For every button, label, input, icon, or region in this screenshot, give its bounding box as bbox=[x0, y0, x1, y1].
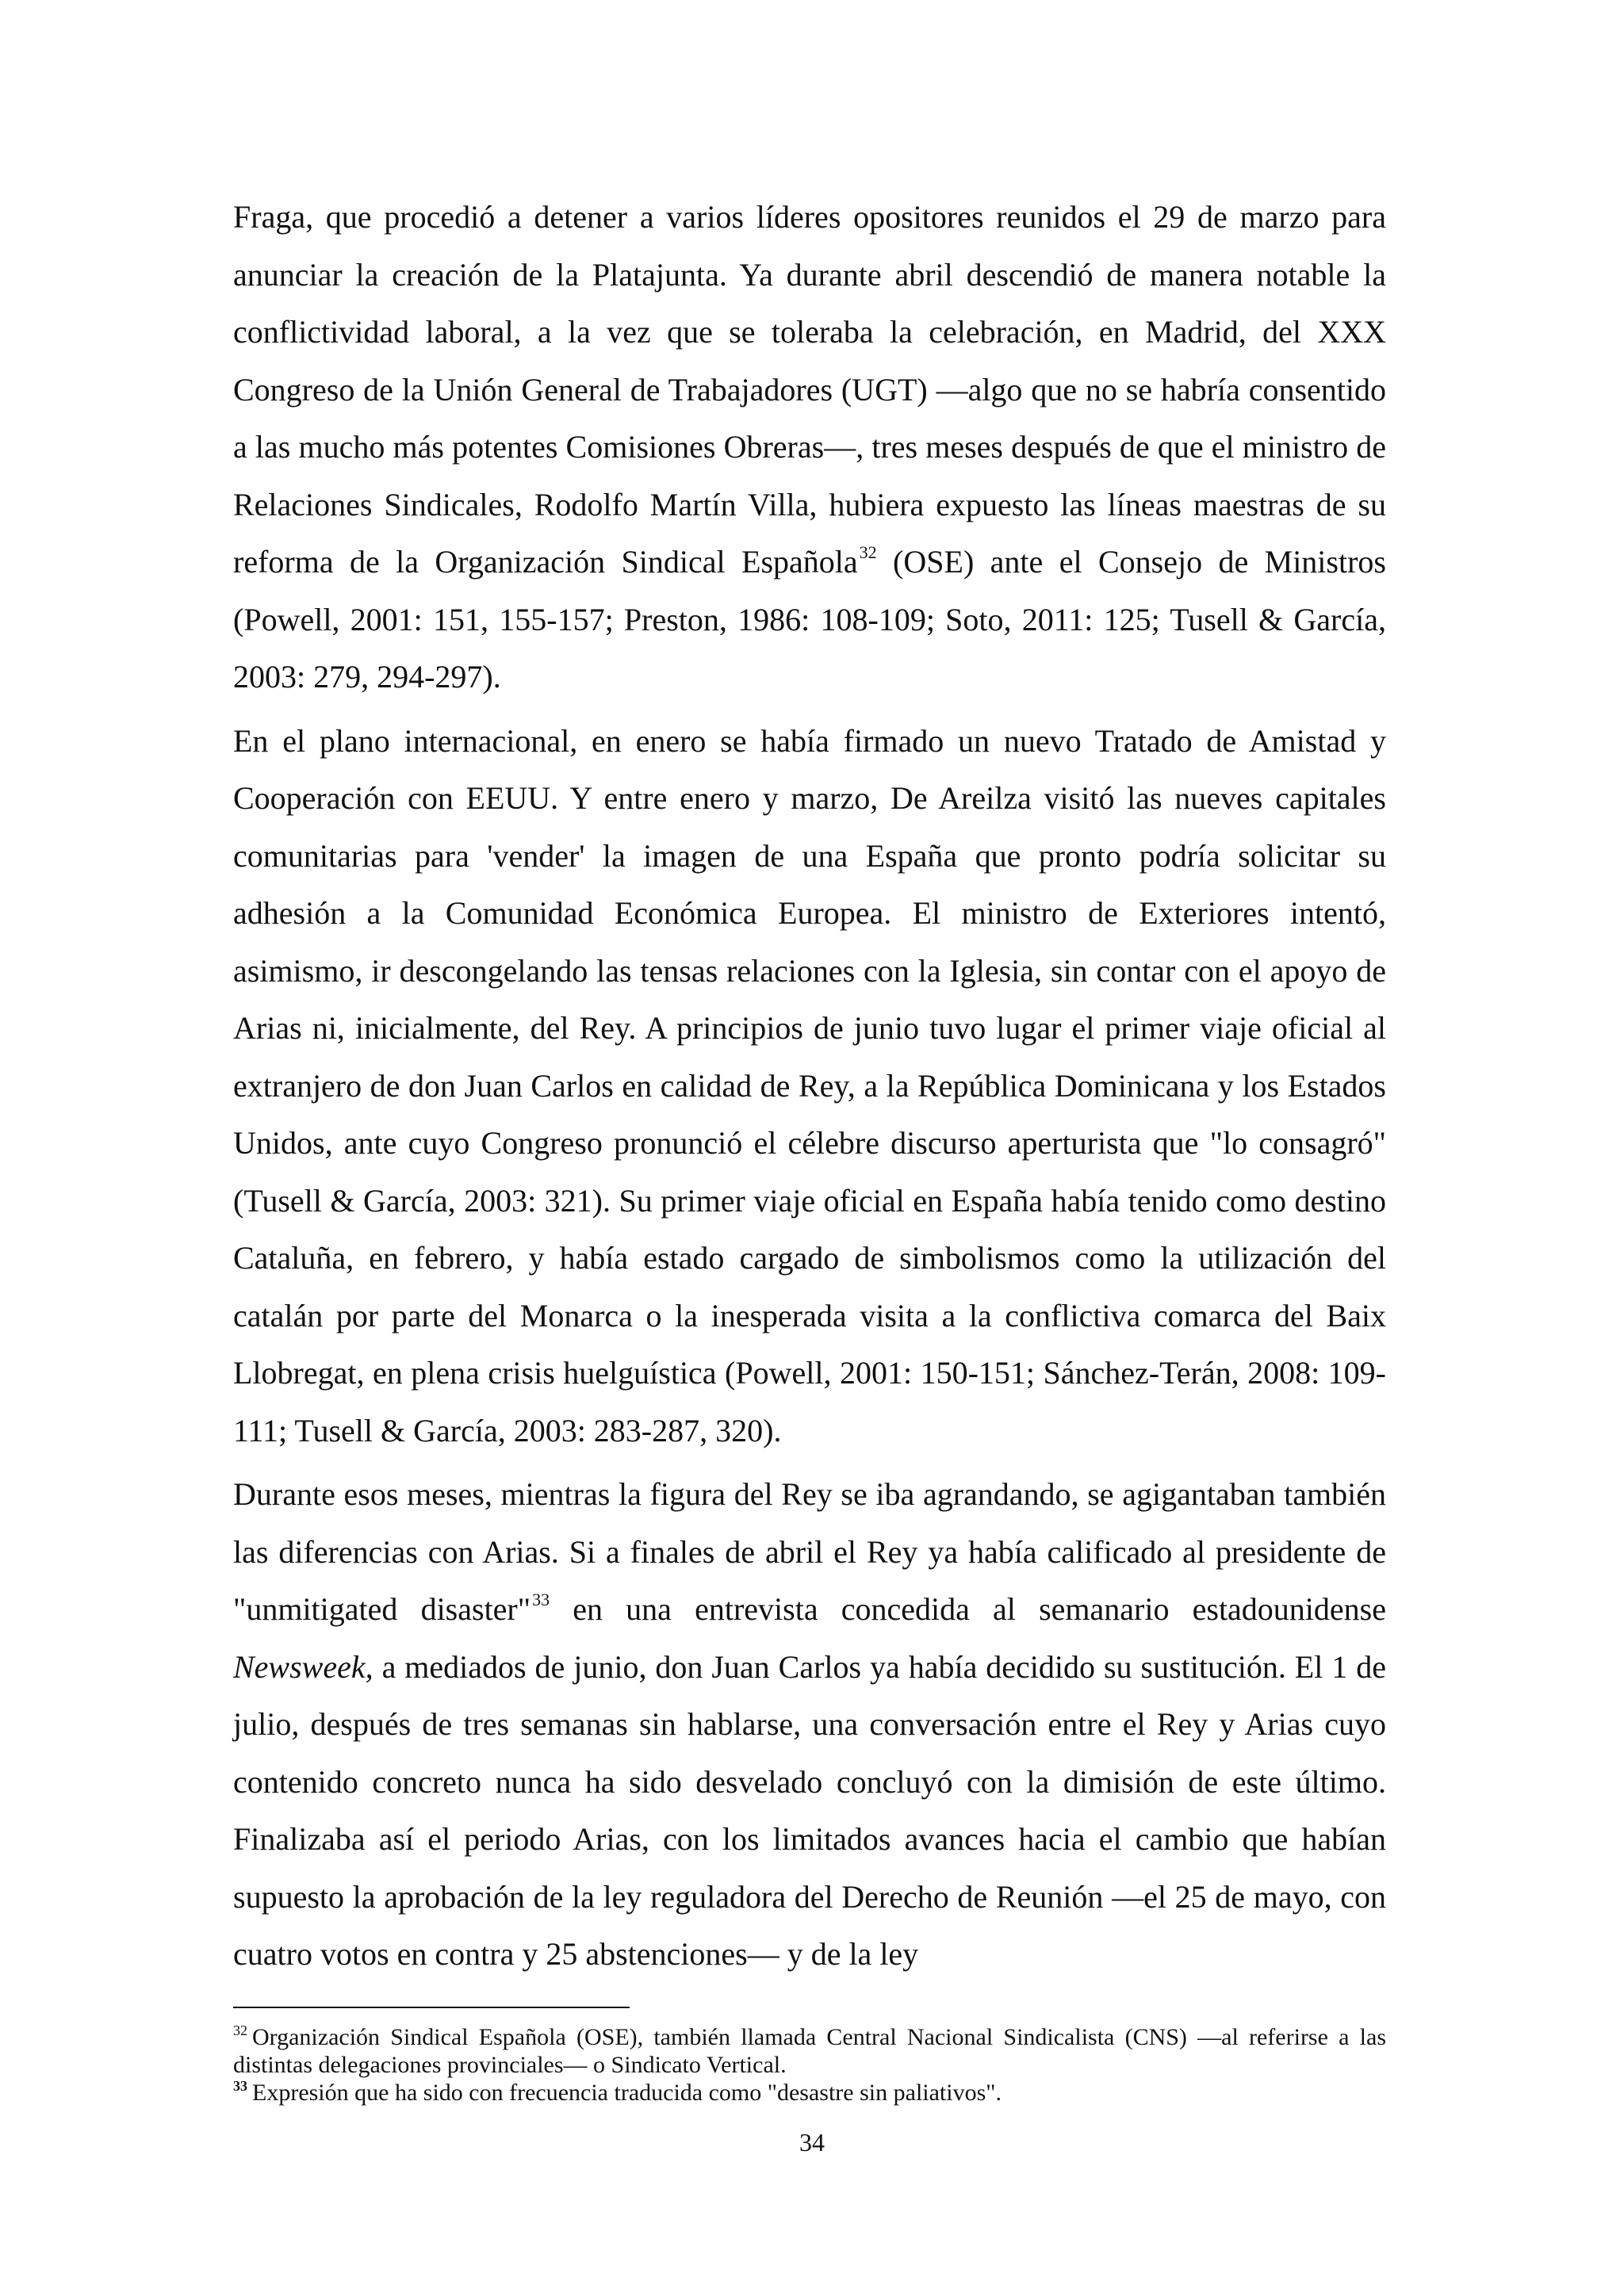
paragraph-3 bbox=[233, 1466, 1386, 1984]
page-number: 34 bbox=[799, 2128, 825, 2156]
footnote-ref-32[interactable]: 32 bbox=[859, 542, 877, 562]
paragraph-1-text-b: (OSE) ante el Consejo de Ministros (Powell, 2001: 151, 155-157; Preston, 1986: 108-109; Soto, 2011: 125; Tusell & García, 2003: 279, 294-297). bbox=[233, 544, 1386, 695]
footnote-33-text: Expresión que ha sido con frecuencia traducida como "desastre sin paliativos". bbox=[252, 2080, 1002, 2106]
paragraph-3-text-a: Durante esos meses, mientras la figura del Rey se iba agrandando, se agigantaban también las diferencias con Arias. Si a finales de abril el Rey ya había calificado al presidente de "unmitigated disaster" bbox=[233, 1476, 1386, 1627]
footnote-33 bbox=[233, 2079, 1386, 2107]
footnote-32 bbox=[233, 2023, 1386, 2079]
paragraph-1 bbox=[233, 189, 1386, 706]
footnote-marker-33: 33 bbox=[233, 2078, 247, 2094]
paragraph-3-text-c: a mediados de junio, don Juan Carlos ya había decidido su sustitución. El 1 de julio, después de tres semanas sin hablarse, una conversación entre el Rey y Arias cuyo contenido concreto nunca ha sido desvelado concluyó con la dimisión de este último. Finalizaba así el periodo Arias, con los limitados avances hacia el cambio que habían supuesto la aprobación de la ley reguladora del Derecho de Reunión —el 25 de mayo, con cuatro votos en contra y 25 abstenciones— y de la ley bbox=[233, 1648, 1386, 1972]
footnotes bbox=[233, 2023, 1386, 2107]
footnote-32-text: Organización Sindical Española (OSE), también llamada Central Nacional Sindicalista (CNS) —al referirse a las distintas delegaciones provinciales— o Sindicato Vertical. bbox=[233, 2024, 1386, 2078]
footnote-ref-33[interactable]: 33 bbox=[532, 1590, 550, 1609]
body-text bbox=[233, 189, 1386, 1990]
footnote-marker-32: 32 bbox=[233, 2022, 247, 2038]
paragraph-2: En el plano internacional, en enero se había firmado un nuevo Tratado de Amistad y Cooperación con EEUU. Y entre enero y marzo, De Areilza visitó las nueves capitales comunitarias para 'vender' la imagen de una España que pronto podría solicitar su adhesión a la Comunidad Económica Europea. El ministro de Exteriores intentó, asimismo, ir descongelando las tensas relaciones con la Iglesia, sin contar con el apoyo de Arias ni, inicialmente, del Rey. A principios de junio tuvo lugar el primer viaje oficial al extranjero de don Juan Carlos en calidad de Rey, a la República Dominicana y los Estados Unidos, ante cuyo Congreso pronunció el célebre discurso aperturista que "lo consagró" (Tusell & García, 2003: 321). Su primer viaje oficial en España había tenido como destino Cataluña, en febrero, y había estado cargado de simbolismos como la utilización del catalán por parte del Monarca o la inesperada visita a la conflictiva comarca del Baix Llobregat, en plena crisis huelguística (Powell, 2001: 150-151; Sánchez-Terán, 2008: 109-111; Tusell & García, 2003: 283-287, 320). bbox=[233, 722, 1386, 1448]
footnote-separator bbox=[233, 2007, 630, 2008]
paragraph-1-text-a: Fraga, que procedió a detener a varios líderes opositores reunidos el 29 de marzo para anunciar la creación de la Platajunta. Ya durante abril descendió de manera notable la conflictividad laboral, a la vez que se toleraba la celebración, en Madrid, del XXX Congreso de la Unión General de Trabajadores (UGT) —algo que no se habría consentido a las mucho más potentes Comisiones Obreras—, tres meses después de que el ministro de Relaciones Sindicales, Rodolfo Martín Villa, hubiera expuesto las líneas maestras de su reforma de la Organización Sindical Española bbox=[233, 199, 1386, 580]
paragraph-3-text-b: en una entrevista concedida al semanario estadounidense bbox=[550, 1591, 1386, 1627]
newsweek-title: Newsweek, bbox=[233, 1648, 373, 1685]
